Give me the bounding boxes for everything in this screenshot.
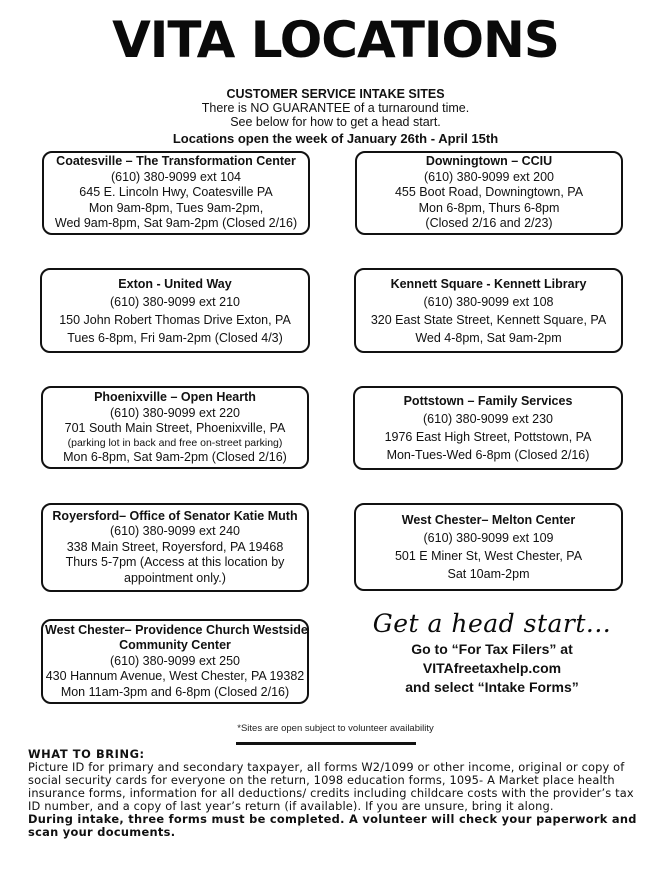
location-address: 150 John Robert Thomas Drive Exton, PA [59,312,291,327]
location-address: 455 Boot Road, Downingtown, PA [394,185,584,200]
location-phone: (610) 380-9099 ext 200 [424,169,554,184]
location-name: Kennett Square - Kennett Library [390,276,587,291]
intro-line-3: Locations open the week of January 26th - April 15th [172,131,499,146]
location-name: West Chester– Providence Church Westside [45,622,308,637]
location-card-coatesville [42,151,310,235]
location-name: Phoenixville – Open Hearth [94,390,256,404]
location-card-exton [40,268,310,353]
location-hours: Mon 11am-3pm and 6-8pm (Closed 2/16) [60,684,290,699]
head-start-line-3: and select “Intake Forms” [405,679,579,695]
location-phone: (610) 380-9099 ext 240 [110,524,240,539]
what-to-bring-heading: WHAT TO BRING: [28,747,145,761]
location-card-west-chester-melton [354,503,623,591]
location-name: Exton - United Way [118,276,232,291]
head-start-section [352,608,632,697]
intro-line-2: See below for how to get a head start. [230,115,441,129]
divider [236,742,416,745]
location-card-kennett-square [354,268,623,353]
head-start-title: Get a head start... [372,609,612,638]
location-name: Downingtown – CCIU [425,154,553,169]
page-title: VITA LOCATIONS [112,11,559,69]
intake-instructions: During intake, three forms must be completed. A volunteer will check your paperwork and scan your documents. [28,812,637,839]
location-phone: (610) 380-9099 ext 230 [423,412,553,426]
location-hours: Mon-Tues-Wed 6-8pm (Closed 2/16) [386,448,590,462]
location-card-west-chester-providence [41,619,309,704]
intro-heading: CUSTOMER SERVICE INTAKE SITES [226,87,445,101]
intro-section [0,87,671,146]
location-hours: Thurs 5-7pm (Access at this location by [65,555,285,570]
location-address: 430 Hannum Avenue, West Chester, PA 19382 [45,669,305,684]
head-start-line-1: Go to “For Tax Filers” at [411,641,573,657]
location-hours: Mon 6-8pm, Thurs 6-8pm [418,200,560,215]
location-phone: (610) 380-9099 ext 250 [110,653,240,668]
location-card-phoenixville [41,386,309,469]
location-name: Coatesville – The Transformation Center [56,154,296,169]
location-name-2: Community Center [119,638,231,653]
location-phone: (610) 380-9099 ext 108 [423,294,554,309]
location-phone: (610) 380-9099 ext 210 [110,294,240,309]
location-card-downingtown [355,151,623,235]
intro-line-1: There is NO GUARANTEE of a turnaround time. [201,101,470,115]
location-parking-note: (parking lot in back and free on-street parking) [67,436,283,449]
location-phone: (610) 380-9099 ext 220 [110,405,240,420]
location-hours-2: appointment only.) [124,570,226,585]
location-address: 501 E Miner St, West Chester, PA [394,549,583,563]
location-address: 338 Main Street, Royersford, PA 19468 [66,539,284,554]
location-hours-2: Wed 9am-8pm, Sat 9am-2pm (Closed 2/16) [54,216,298,231]
what-to-bring-section [28,748,643,839]
availability-note: *Sites are open subject to volunteer availability [237,723,434,734]
location-address: 645 E. Lincoln Hwy, Coatesville PA [79,185,273,200]
location-hours: Mon 9am-8pm, Tues 9am-2pm, [88,200,264,215]
what-to-bring-body: Picture ID for primary and secondary taxpayer, all forms W2/1099 or other income, original or copy of social security cards for everyone on the return, 1098 education forms, 1095- A Market place health insurance forms, information for all deductions/ credits including childcare costs with the provider’s tax ID number, and a copy of last year’s return (if available). If you are unsure, bring it along. [28,760,634,813]
location-hours: Mon 6-8pm, Sat 9am-2pm (Closed 2/16) [63,449,287,464]
location-address: 1976 East High Street, Pottstown, PA [384,430,592,444]
head-start-website-link[interactable]: VITAfreetaxhelp.com [422,660,562,676]
location-hours-2: (Closed 2/16 and 2/23) [425,216,553,231]
location-name: Pottstown – Family Services [403,394,573,408]
location-name: West Chester– Melton Center [401,513,576,527]
location-address: 701 South Main Street, Phoenixville, PA [64,421,286,435]
location-card-royersford [41,503,309,592]
location-hours: Sat 10am-2pm [447,567,530,581]
location-hours: Wed 4-8pm, Sat 9am-2pm [415,330,562,345]
location-name: Royersford– Office of Senator Katie Muth [52,508,298,523]
location-phone: (610) 380-9099 ext 104 [111,169,241,184]
location-phone: (610) 380-9099 ext 109 [423,531,554,545]
location-hours: Tues 6-8pm, Fri 9am-2pm (Closed 4/3) [67,330,283,345]
location-card-pottstown [353,386,623,470]
location-address: 320 East State Street, Kennett Square, PA [370,312,607,327]
